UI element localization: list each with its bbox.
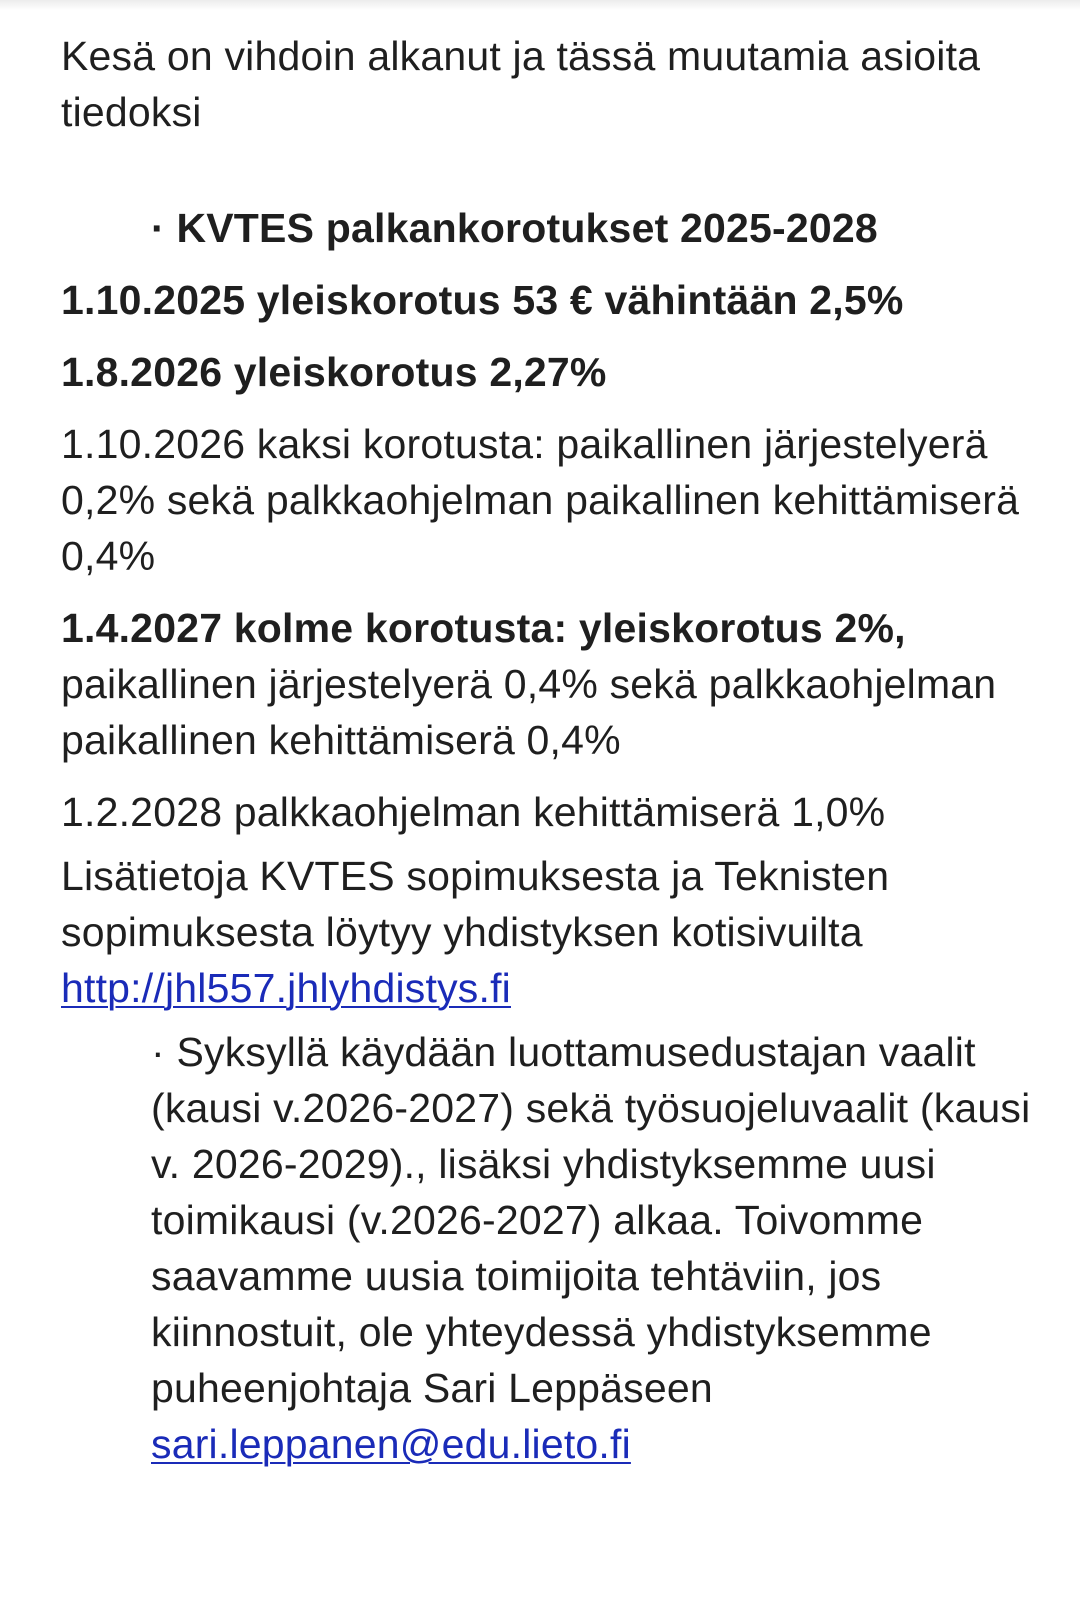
intro-text: Kesä on vihdoin alkanut ja tässä muutamia asioita tiedoksi [61, 33, 981, 135]
raise-2027 [61, 600, 1061, 768]
top-shadow [0, 0, 1080, 10]
raise-2027-details: paikallinen järjestelyerä 0,4% sekä palkkaohjelman paikallinen kehittämiserä 0,4% [61, 661, 997, 763]
more-info-text: Lisätietoja KVTES sopimuksesta ja Teknisten sopimuksesta löytyy yhdistyksen kotisivuilta [61, 853, 890, 955]
raise-2026-october: 1.10.2026 kaksi korotusta: paikallinen järjestelyerä 0,2% sekä palkkaohjelman paikallinen kehittämiserä 0,4% [61, 421, 1020, 579]
message-body [61, 28, 1061, 1472]
kvtes-heading: · KVTES palkankorotukset 2025-2028 [151, 205, 878, 251]
raise-2028: 1.2.2028 palkkaohjelman kehittämiserä 1,0% [61, 789, 886, 835]
raise-2027-summary: 1.4.2027 kolme korotusta: yleiskorotus 2%, [61, 605, 906, 651]
raise-2026-august: 1.8.2026 yleiskorotus 2,27% [61, 349, 607, 395]
elections-notice-text: · Syksyllä käydään luottamusedustajan vaalit (kausi v.2026-2027) sekä työsuojeluvaalit (kausi v. 2026-2029)., lisäksi yhdistyksemme uusi toimikausi (v.2026-2027) alkaa. Toivomme saavamme uusia toimijoita tehtäviin, jos kiinnostuit, ole yhteydessä yhdistyksemme puheenjohtaja Sari Leppäseen [151, 1029, 1031, 1411]
chair-email-link[interactable]: sari.leppanen@edu.lieto.fi [151, 1421, 631, 1467]
more-info [61, 848, 1061, 1016]
raise-2025: 1.10.2025 yleiskorotus 53 € vähintään 2,5% [61, 277, 904, 323]
elections-notice [61, 1024, 1031, 1472]
association-website-link[interactable]: http://jhl557.jhlyhdistys.fi [61, 965, 511, 1011]
